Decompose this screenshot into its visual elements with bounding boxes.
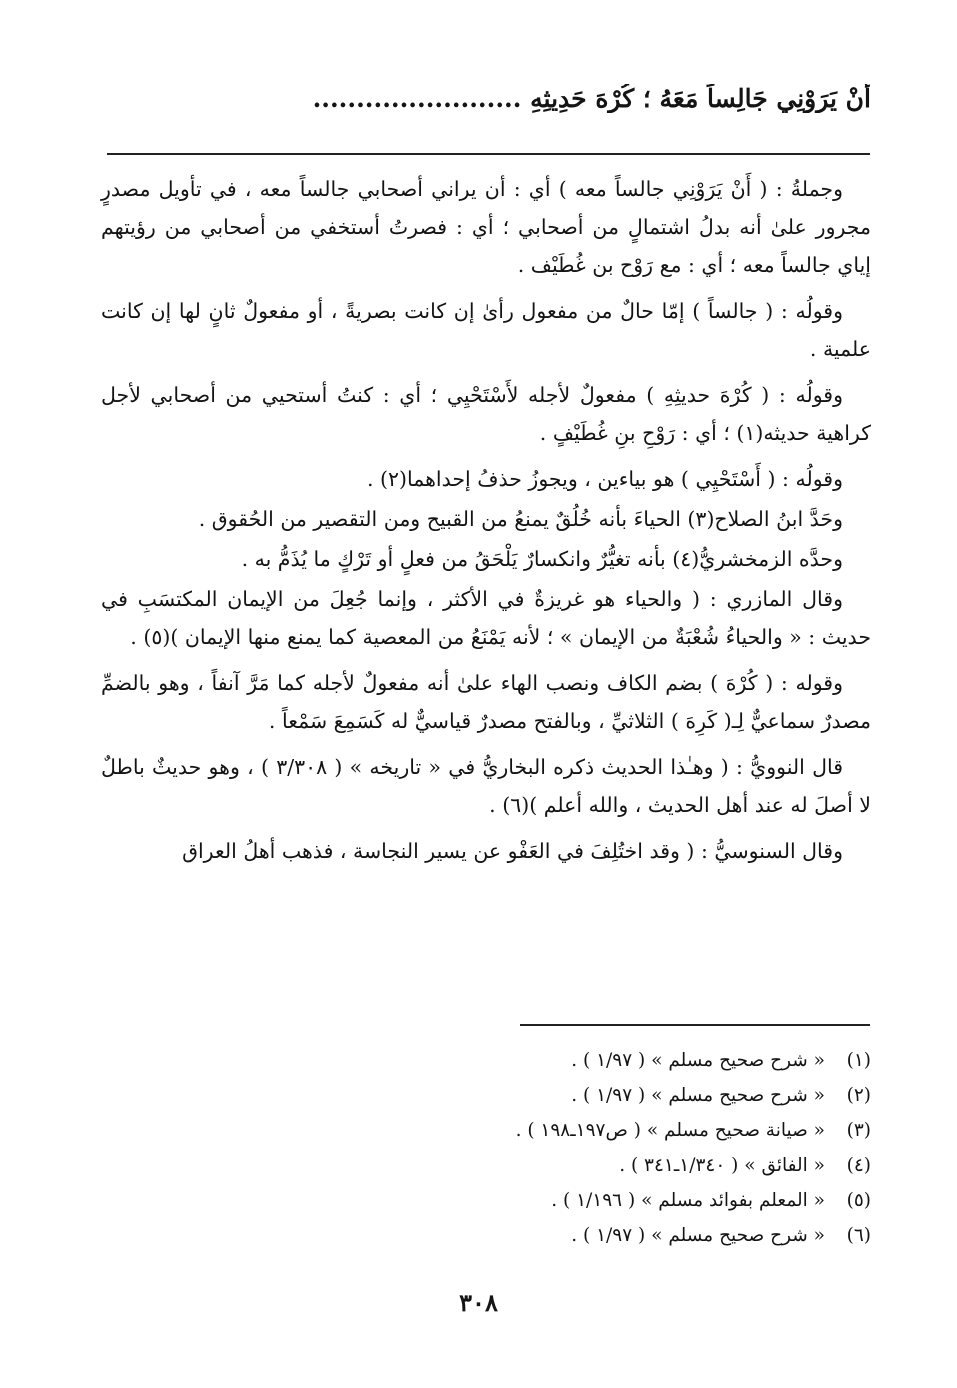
footnote <box>351 1043 871 1078</box>
footnote <box>351 1113 871 1148</box>
footnote-number: (٣) <box>846 1120 871 1141</box>
footnote-text: « شرح صحيح مسلم » ( ١/٩٧ ) . <box>571 1085 825 1106</box>
footnote-number: (٤) <box>846 1155 871 1176</box>
footnote <box>351 1148 871 1183</box>
paragraph: قال النوويُّ : ( وهـٰذا الحديث ذكره البخاريُّ في « تاريخه » ( ٣/٣٠٨ ) ، وهو حديثٌ باطلٌ لا أصلَ له عند أهل الحديث ، والله أعلم )(٦) . <box>101 755 871 817</box>
footnote-text: « شرح صحيح مسلم » ( ١/٩٧ ) . <box>571 1225 825 1246</box>
body-text <box>101 170 871 878</box>
paragraph: وقولُه : ( جالساً ) إمّا حالٌ من مفعول رأىٰ إن كانت بصريةً ، أو مفعولٌ ثانٍ لها إن كانت علمية . <box>101 299 871 361</box>
footnote-number: (٦) <box>846 1225 871 1246</box>
paragraph: وقوله : ( كُرْهَ ) بضم الكاف ونصب الهاء علىٰ أنه مفعولٌ لأجله كما مَرَّ آنفاً ، وهو بالضمِّ مصدرٌ سماعيٌّ لِـ( كَرِهَ ) الثلاثيِّ ، وبالفتح مصدرٌ قياسيٌّ له كَسَمِعَ سَمْعاً . <box>101 671 871 733</box>
paragraph: وحدَّه الزمخشريُّ(٤) بأنه تغيُّرٌ وانكسارٌ يَلْحَقُ من فعلٍ أو تَرْكٍ ما يُذَمُّ به . <box>241 547 843 571</box>
footnote <box>351 1183 871 1218</box>
paragraph: وجملةُ : ( أَنْ يَرَوْنِي جالساً معه ) أي : أن يراني أصحابي جالساً معه ، في تأويل مصدرٍ مجرور علىٰ أنه بدلُ اشتمالٍ من أصحابي ؛ أي : فصرتُ أستخفي من أصحابي من رؤيتهم إياي جالساً معه ؛ أي : مع رَوْح بن غُطَيْف . <box>101 177 871 277</box>
footnote-text: « شرح صحيح مسلم » ( ١/٩٧ ) . <box>571 1050 825 1071</box>
footnote <box>351 1078 871 1113</box>
footnote-number: (٢) <box>846 1085 871 1106</box>
paragraph: وقال السنوسيُّ : ( وقد اختُلِفَ في العَفْو عن يسير النجاسة ، فذهب أهلُ العراق <box>182 839 843 863</box>
paragraph: وقولُه : ( كُرْهَ حديثِهِ ) مفعولٌ لأجله لأَسْتَحْيِي ؛ أي : كنتُ أستحيي من أصحابي لأجل كراهية حديثه(١) ؛ أي : رَوْحِ بنِ غُطَيْفٍ . <box>101 383 871 445</box>
paragraph: وقولُه : ( أَسْتَحْيِي ) هو بياءين ، ويجوزُ حذفُ إحداهما(٢) . <box>366 467 843 491</box>
footnote-rule <box>520 1024 870 1026</box>
footnote-number: (٥) <box>846 1190 871 1211</box>
paragraph: وقال المازري : ( والحياء هو غريزةٌ في الأكثر ، وإنما جُعِلَ من الإيمان المكتسَبِ في حديث : « والحياءُ شُعْبَةٌ من الإيمان » ؛ لأنه يَمْنَعُ من المعصية كما يمنع منها الإيمان )(٥) . <box>101 587 871 649</box>
paragraph: وحَدَّ ابنُ الصلاح(٣) الحياءَ بأنه خُلُقٌ يمنعُ من القبيح ومن التقصير من الحُقوق . <box>198 507 843 531</box>
footnote <box>351 1218 871 1253</box>
header-rule <box>107 153 870 155</box>
page-number: ٣٠٨ <box>459 1288 498 1317</box>
footnote-text: « الفائق » ( ١/٣٤٠ـ٣٤١ ) . <box>619 1155 825 1176</box>
footnotes <box>351 1043 871 1253</box>
footnote-text: « المعلم بفوائد مسلم » ( ١/١٩٦ ) . <box>551 1190 825 1211</box>
footnote-text: « صيانة صحيح مسلم » ( ص١٩٧ـ١٩٨ ) . <box>515 1120 825 1141</box>
running-header: أَنْ يَرَوْنِي جَالِساً مَعَهُ ؛ كُرْهَ حَدِيثِهِ ........................ <box>312 84 871 113</box>
footnote-number: (١) <box>846 1050 871 1071</box>
